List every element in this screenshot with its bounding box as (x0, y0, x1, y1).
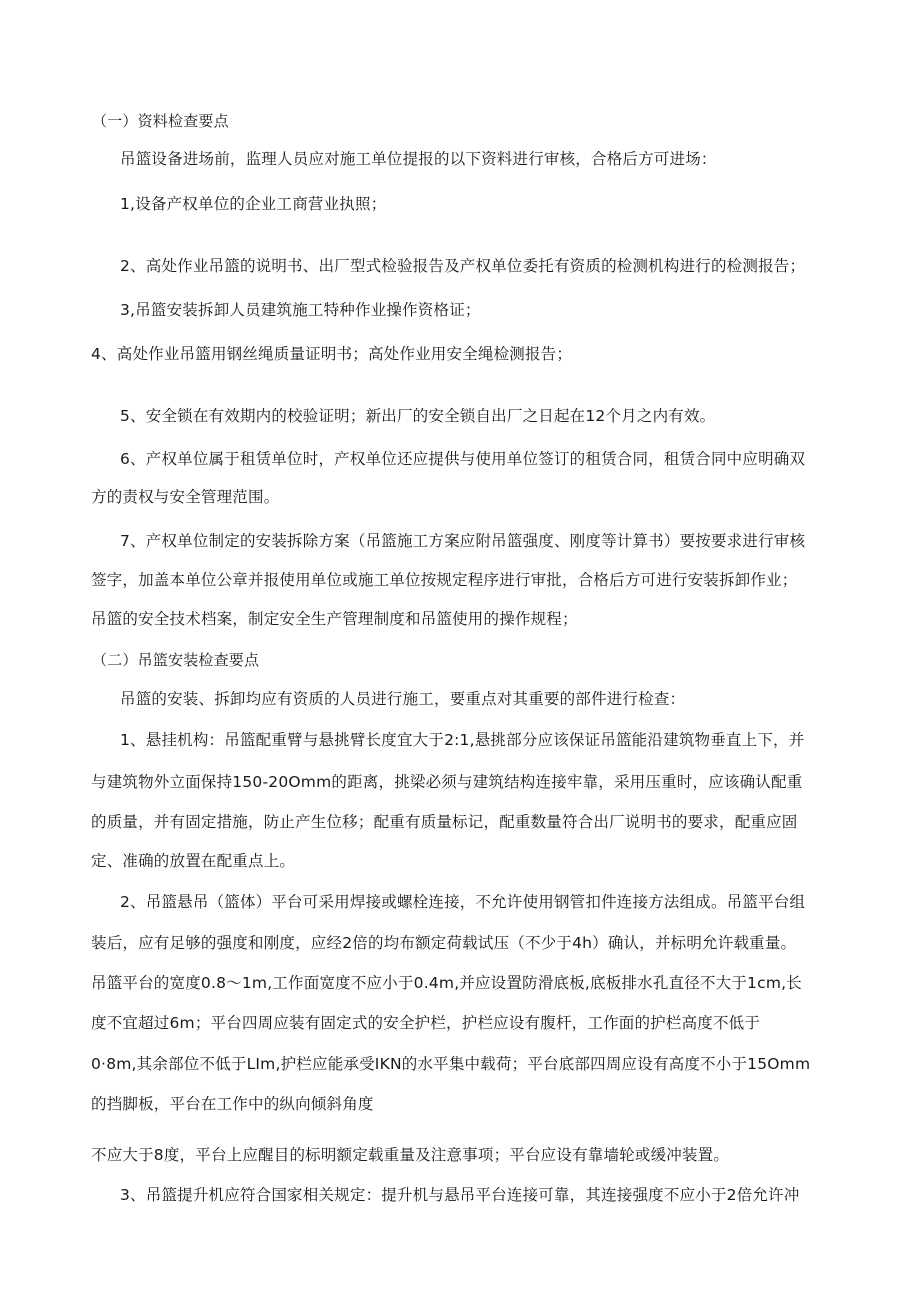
section1-heading: （一）资料检查要点 (92, 112, 229, 130)
section2-item-2-line4: 度不宜超过6m；平台四周应装有固定式的安全护栏，护栏应设有腹杆，工作面的护栏高度不低于 (91, 1014, 761, 1032)
section1-item-7-line3: 吊篮的安全技术档案，制定安全生产管理制度和吊篮使用的操作规程； (91, 610, 578, 628)
section2-item-2-line3: 吊篮平台的宽度0.8～1m,工作面宽度不应小于0.4m,并应设置防滑底板,底板排水孔直径不大于1cm,长 (91, 974, 802, 992)
section2-item-2-line6: 的挡脚板，平台在工作中的纵向倾斜角度 (91, 1095, 374, 1113)
section1-item-7-line2: 签字，加盖本单位公章并报使用单位或施工单位按规定程序进行审批，合格后方可进行安装拆卸作业； (91, 571, 798, 589)
section1-item-6-line2: 方的责权与安全管理范围。 (91, 488, 280, 506)
section2-item-1-line4: 定、准确的放置在配重点上。 (91, 852, 296, 870)
section2-item-2-line2: 装后，应有足够的强度和刚度，应经2倍的均布额定荷载试压（不少于4h）确认，并标明允许载重量。 (91, 934, 797, 952)
section1-item-5: 5、安全锁在有效期内的校验证明；新出厂的安全锁自出厂之日起在12个月之内有效。 (120, 407, 716, 425)
section2-item-2-line7: 不应大于8度，平台上应醒目的标明额定载重量及注意事项；平台应设有靠墙轮或缓冲装置。 (91, 1146, 730, 1164)
section1-item-7-line1: 7、产权单位制定的安装拆除方案（吊篮施工方案应附吊篮强度、刚度等计算书）要按要求进行审核 (120, 532, 806, 550)
section2-item-1-line1: 1、悬挂机构：吊篮配重臂与悬挑臂长度宜大于2:1,悬挑部分应该保证吊篮能沿建筑物垂直上下，并 (120, 731, 805, 749)
section2-intro: 吊篮的安装、拆卸均应有资质的人员进行施工，要重点对其重要的部件进行检查： (120, 690, 686, 708)
section2-item-1-line3: 的质量，并有固定措施，防止产生位移；配重有质量标记，配重数量符合出厂说明书的要求，配重应固 (91, 813, 798, 831)
section2-item-2-line5: 0·8m,其余部位不低于LIm,护栏应能承受IKN的水平集中载荷；平台底部四周应设有高度不小于15Omm (91, 1055, 811, 1073)
section2-item-1-line2: 与建筑物外立面保持150-20Omm的距离，挑梁必须与建筑结构连接牢靠，采用压重时，应该确认配重 (91, 773, 803, 791)
section1-item-4: 4、高处作业吊篮用钢丝绳质量证明书；高处作业用安全绳检测报告； (91, 345, 573, 363)
section1-item-2: 2、高处作业吊篮的说明书、出厂型式检验报告及产权单位委托有资质的检测机构进行的检测报告； (120, 257, 806, 275)
section2-item-2-line1: 2、吊篮悬吊（篮体）平台可采用焊接或螺栓连接，不允许使用钢管扣件连接方法组成。吊篮平台组 (120, 893, 806, 911)
section1-item-1: 1,设备产权单位的企业工商营业执照； (120, 195, 387, 213)
section1-intro: 吊篮设备进场前，监理人员应对施工单位提报的以下资料进行审核，合格后方可进场： (120, 150, 717, 168)
section1-item-3: 3,吊篮安装拆卸人员建筑施工特种作业操作资格证； (120, 301, 481, 319)
section1-item-6-line1: 6、产权单位属于租赁单位时，产权单位还应提供与使用单位签订的租赁合同，租赁合同中应明确双 (120, 450, 806, 468)
section2-heading: （二）吊篮安装检查要点 (92, 651, 260, 669)
section2-item-3-line1: 3、吊篮提升机应符合国家相关规定：提升机与悬吊平台连接可靠，其连接强度不应小于2倍允许冲 (120, 1186, 800, 1204)
